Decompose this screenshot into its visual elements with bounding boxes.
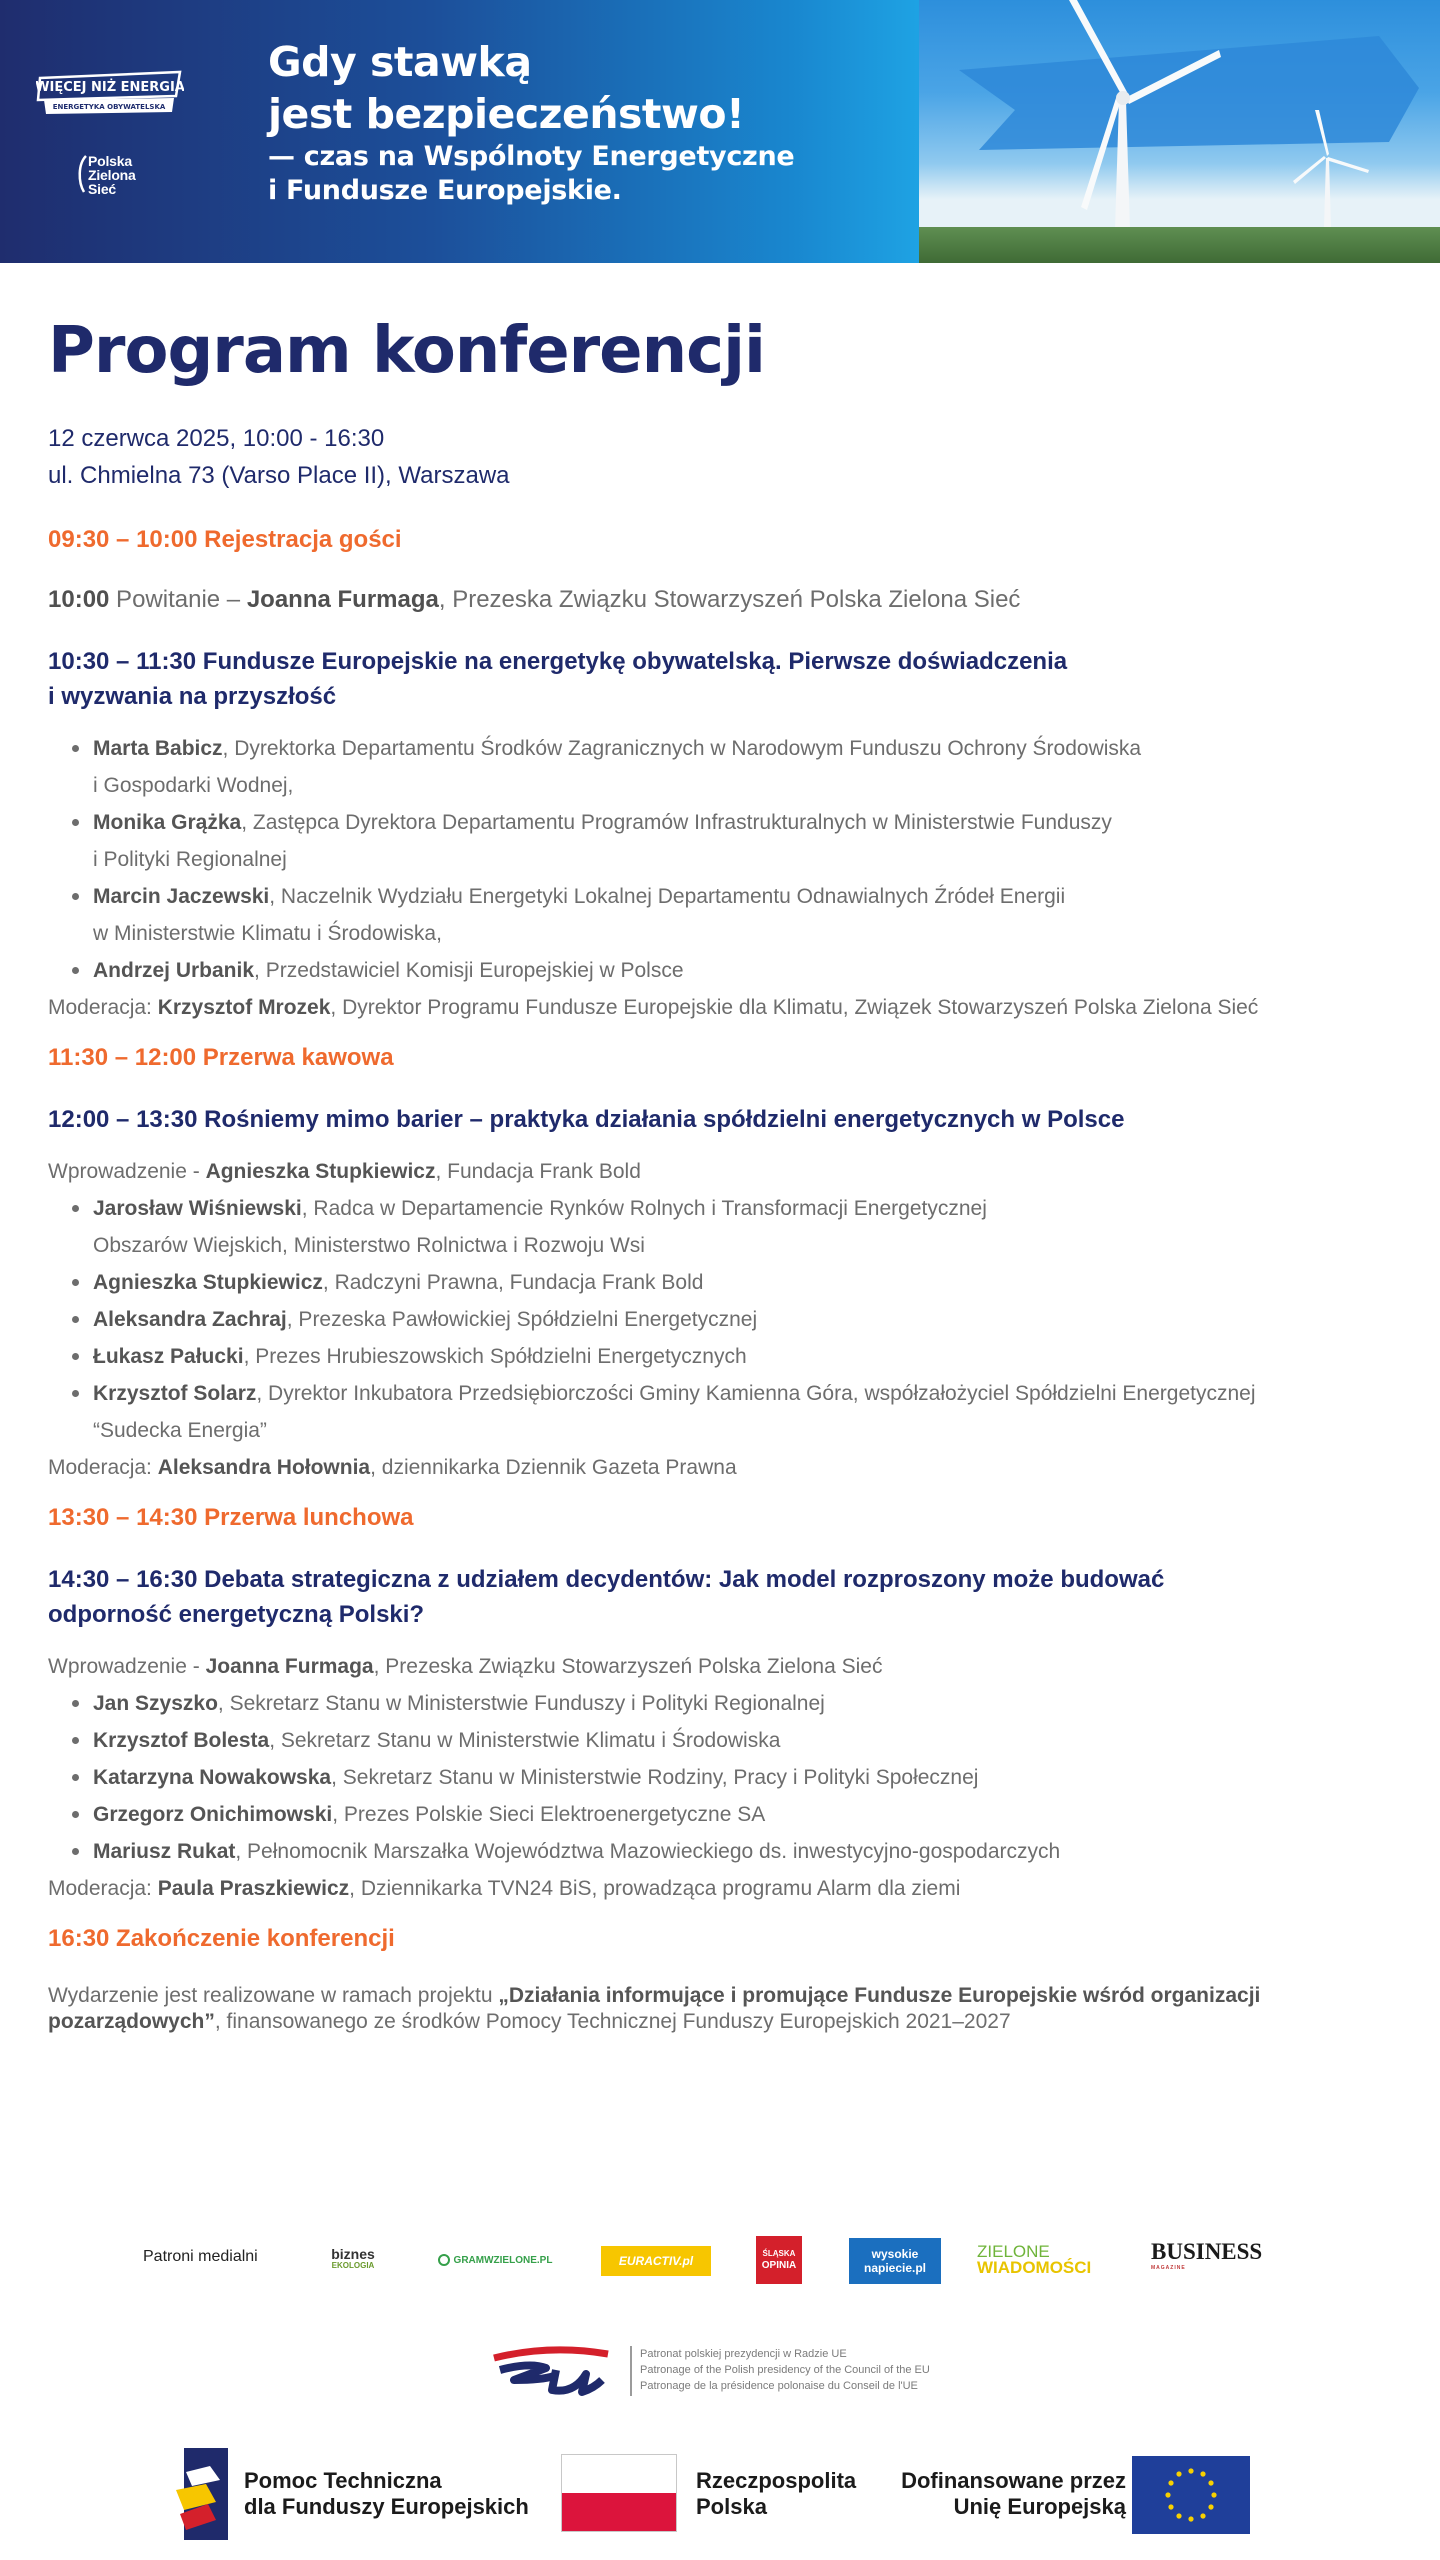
moderation-label: Moderacja:: [48, 1877, 158, 1900]
panel2-title: 12:00 – 13:30 Rośniemy mimo barier – praktyka działania spółdzielni energetycznych w Polsce: [48, 1106, 1125, 1133]
speaker-role: , Prezeska Pawłowickiej Spółdzielni Energetycznej: [286, 1308, 758, 1331]
speaker-name: Krzysztof Bolesta: [93, 1729, 270, 1752]
moderator-name: Paula Praszkiewicz: [157, 1877, 350, 1900]
project-footnote: [48, 1983, 1368, 2035]
speaker-role: , Prezes Polskie Sieci Elektroenergetyczne SA: [332, 1803, 766, 1826]
wind-turbine-photo: [919, 0, 1440, 263]
panel2-intro: [48, 1153, 1398, 1190]
moderator-role: , Dziennikarka TVN24 BiS, prowadząca programu Alarm dla ziemi: [349, 1877, 961, 1900]
polska-zielona-siec-logo: [76, 150, 156, 200]
intro-speaker: Joanna Furmaga: [205, 1655, 374, 1678]
panel1-title: [48, 644, 1398, 714]
speaker-item: [48, 1759, 1398, 1796]
moderator-name: Aleksandra Hołownia: [157, 1456, 371, 1479]
welcome-speaker: Joanna Furmaga: [246, 586, 439, 613]
intro-role: , Fundacja Frank Bold: [435, 1160, 641, 1183]
speaker-role: i Polityki Regionalnej: [93, 848, 287, 871]
polish-flag-icon: [561, 2454, 677, 2532]
speaker-item: [48, 1722, 1398, 1759]
presidency-patronage: [490, 2340, 960, 2402]
logo-text: MAGAZINE: [1151, 2265, 1186, 2271]
speaker-role: , Pełnomocnik Marszałka Województwa Mazowieckiego ds. inwestycyjno-gospodarczych: [235, 1840, 1061, 1863]
moderation-label: Moderacja:: [48, 996, 158, 1019]
panel1-moderation: [48, 989, 1398, 1026]
gramwzielone-logo: [435, 2236, 555, 2284]
welcome-role: , Prezeska Związku Stowarzyszeń Polska Zielona Sieć: [438, 586, 1021, 613]
speaker-role: , Sekretarz Stanu w Ministerstwie Funduszy i Polityki Regionalnej: [217, 1692, 825, 1715]
speaker-item: [48, 1685, 1398, 1722]
speaker-item: [48, 730, 1398, 804]
panel3-title-line: 14:30 – 16:30 Debata strategiczna z udziałem decydentów: Jak model rozproszony może budować: [48, 1566, 1165, 1593]
speaker-role: , Zastępca Dyrektora Departamentu Programów Infrastrukturalnych w Ministerstwie Funduszy: [241, 811, 1112, 834]
business-magazine-logo: [1151, 2236, 1271, 2284]
presidency-line: Patronat polskiej prezydencji w Radzie UE: [640, 2348, 847, 2360]
logo-main-text: WIĘCEJ NIŻ ENERGIA: [36, 80, 184, 95]
panel3-title-line: odporność energetyczną Polski?: [48, 1601, 425, 1628]
footnote-text: Wydarzenie jest realizowane w ramach projektu: [48, 1984, 499, 2007]
biznes-i-ekologia-logo: [323, 2236, 383, 2284]
org-logo-line: Polska: [88, 153, 132, 169]
speaker-role: , Dyrektorka Departamentu Środków Zagranicznych w Narodowym Funduszu Ochrony Środowiska: [222, 737, 1142, 760]
intro-role: , Prezeska Związku Stowarzyszeń Polska Zielona Sieć: [373, 1655, 883, 1678]
event-meta: [48, 420, 1398, 494]
panel3-moderation: [48, 1870, 1398, 1907]
moderator-name: Krzysztof Mrozek: [157, 996, 331, 1019]
fe-label: [244, 2468, 529, 2520]
welcome-time: 10:00: [48, 586, 110, 613]
logo-text: BUSINESS: [1151, 2239, 1263, 2264]
speaker-item: [48, 1301, 1398, 1338]
speaker-item: [48, 1190, 1398, 1264]
patrons-label: Patroni medialni: [143, 2248, 258, 2265]
presidency-line: Patronage de la présidence polonaise du Conseil de l'UE: [640, 2380, 918, 2392]
presidency-text: [640, 2346, 930, 2394]
presidency-line: Patronage of the Polish presidency of the Council of the EU: [640, 2364, 930, 2376]
rp-label: [696, 2468, 856, 2520]
closing-slot: 16:30 Zakończenie konferencji: [48, 1925, 395, 1952]
speaker-role: , Przedstawiciel Komisji Europejskiej w Polsce: [254, 959, 684, 982]
panel2-speakers: [48, 1190, 1398, 1449]
logo-text: napiecie.pl: [863, 2261, 927, 2275]
speaker-role: , Naczelnik Wydziału Energetyki Lokalnej Departamentu Odnawialnych Źródeł Energii: [269, 885, 1066, 908]
eu-label-line: Dofinansowane przez: [901, 2468, 1126, 2493]
moderation-label: Moderacja:: [48, 1456, 158, 1479]
speaker-item: [48, 952, 1398, 989]
speaker-item: [48, 1338, 1398, 1375]
speaker-name: Mariusz Rukat: [93, 1840, 236, 1863]
logo-text: wysokie: [871, 2247, 919, 2261]
welcome-slot: [48, 584, 1398, 616]
speaker-name: Katarzyna Nowakowska: [93, 1766, 332, 1789]
event-address: ul. Chmielna 73 (Varso Place II), Warszawa: [48, 462, 510, 489]
speaker-name: Agnieszka Stupkiewicz: [93, 1271, 323, 1294]
header-banner: [0, 0, 1440, 263]
panel3-intro: [48, 1648, 1398, 1685]
speaker-name: Marcin Jaczewski: [93, 885, 270, 908]
logo-text: WIADOMOŚCI: [977, 2258, 1092, 2277]
intro-label: Wprowadzenie -: [48, 1655, 206, 1678]
speaker-name: Jarosław Wiśniewski: [93, 1197, 302, 1220]
euractiv-logo: [601, 2246, 711, 2276]
program-content: [48, 312, 1398, 2035]
panel1-speakers: [48, 730, 1398, 989]
zielone-wiadomosci-logo: [977, 2236, 1117, 2284]
speaker-item: [48, 878, 1398, 952]
org-logo-line: Sieć: [88, 181, 116, 197]
lunch-break-slot: 13:30 – 14:30 Przerwa lunchowa: [48, 1504, 414, 1531]
panel3-title: [48, 1562, 1398, 1632]
fe-label-line: dla Funduszy Europejskich: [244, 2494, 529, 2519]
eu-presidency-logo-icon: [490, 2340, 612, 2402]
speaker-item: [48, 1375, 1398, 1449]
speaker-role: , Prezes Hrubieszowskich Spółdzielni Energetycznych: [243, 1345, 747, 1368]
presidency-divider: [630, 2346, 632, 2396]
slaska-opinia-logo: [756, 2236, 802, 2284]
speaker-name: Grzegorz Onichimowski: [93, 1803, 333, 1826]
speaker-name: Marta Babicz: [93, 737, 223, 760]
eu-label: [896, 2468, 1126, 2520]
banner-headline: [268, 36, 794, 208]
speaker-item: [48, 1833, 1398, 1870]
logo-text: EKOLOGIA: [331, 2261, 375, 2270]
headline-line2: jest bezpieczeństwo!: [268, 90, 745, 138]
eu-label-line: Unię Europejską: [953, 2494, 1126, 2519]
coffee-break-slot: 11:30 – 12:00 Przerwa kawowa: [48, 1044, 394, 1071]
panel1-title-line: i wyzwania na przyszłość: [48, 683, 337, 710]
speaker-name: Jan Szyszko: [93, 1692, 218, 1715]
welcome-text: Powitanie –: [109, 586, 247, 613]
page-title: Program konferencji: [48, 314, 765, 388]
speaker-name: Aleksandra Zachraj: [93, 1308, 287, 1331]
panel3-speakers: [48, 1685, 1398, 1870]
intro-label: Wprowadzenie -: [48, 1160, 206, 1183]
funding-logos: [176, 2444, 1256, 2544]
moderator-role: , Dyrektor Programu Fundusze Europejskie dla Klimatu, Związek Stowarzyszeń Polska Zielona Sieć: [330, 996, 1259, 1019]
speaker-item: [48, 804, 1398, 878]
speaker-role: , Radca w Departamencie Rynków Rolnych i Transformacji Energetycznej: [301, 1197, 987, 1220]
panel2-moderation: [48, 1449, 1398, 1486]
media-patrons: [143, 2236, 1303, 2284]
speaker-item: [48, 1796, 1398, 1833]
event-date-time: 12 czerwca 2025, 10:00 - 16:30: [48, 425, 385, 452]
logo-text: biznes: [331, 2246, 375, 2262]
rp-label-line: Polska: [696, 2494, 767, 2519]
speaker-name: Łukasz Pałucki: [93, 1345, 244, 1368]
intro-speaker: Agnieszka Stupkiewicz: [205, 1160, 436, 1183]
footnote-text: , finansowanego ze środków Pomocy Technicznej Funduszy Europejskich 2021–2027: [214, 2010, 1011, 2033]
org-logo-line: Zielona: [88, 167, 136, 183]
fe-label-line: Pomoc Techniczna: [244, 2468, 442, 2493]
speaker-role: i Gospodarki Wodnej,: [93, 774, 294, 797]
speaker-role: “Sudecka Energia”: [93, 1419, 267, 1442]
speaker-role: Obszarów Wiejskich, Ministerstwo Rolnictwa i Rozwoju Wsi: [93, 1234, 645, 1257]
registration-slot: 09:30 – 10:00 Rejestracja gości: [48, 526, 402, 553]
speaker-name: Monika Grążka: [93, 811, 242, 834]
logo-text: EURACTIV.pl: [618, 2254, 694, 2268]
logo-text: GRAMWZIELONE.PL: [453, 2254, 553, 2266]
speaker-role: , Radczyni Prawna, Fundacja Frank Bold: [322, 1271, 704, 1294]
wysokie-napiecie-logo: [849, 2238, 941, 2284]
eu-flag-icon: [1132, 2456, 1250, 2534]
project-name: „Działania informujące i promujące Fundusze Europejskie wśród organizacji: [498, 1984, 1261, 2007]
wiecej-niz-energia-logo: [36, 68, 184, 116]
rp-label-line: Rzeczpospolita: [696, 2468, 857, 2493]
subline-line1: — czas na Wspólnoty Energetyczne: [268, 141, 795, 172]
project-name: pozarządowych”: [48, 2010, 215, 2033]
panel1-title-line: 10:30 – 11:30 Fundusze Europejskie na energetykę obywatelską. Pierwsze doświadczenia: [48, 648, 1068, 675]
subline-line2: i Fundusze Europejskie.: [268, 175, 622, 206]
speaker-role: , Sekretarz Stanu w Ministerstwie Klimatu i Środowiska: [269, 1729, 781, 1752]
speaker-role: , Sekretarz Stanu w Ministerstwie Rodziny, Pracy i Polityki Społecznej: [331, 1766, 979, 1789]
speaker-name: Andrzej Urbanik: [93, 959, 255, 982]
speaker-name: Krzysztof Solarz: [93, 1382, 257, 1405]
logo-text: ZIELONE: [977, 2242, 1050, 2261]
moderator-role: , dziennikarka Dziennik Gazeta Prawna: [370, 1456, 737, 1479]
speaker-role: w Ministerstwie Klimatu i Środowiska,: [93, 922, 442, 945]
fundusze-europejskie-icon: [176, 2444, 232, 2544]
power-icon: [438, 2254, 450, 2266]
speaker-item: [48, 1264, 1398, 1301]
headline-line1: Gdy stawką: [268, 38, 532, 86]
logo-text: OPINIA: [761, 2260, 797, 2271]
logo-sub-text: ENERGETYKA OBYWATELSKA: [52, 103, 166, 111]
speaker-role: , Dyrektor Inkubatora Przedsiębiorczości Gminy Kamienna Góra, współzałożyciel Spółdzielni Energetycznej: [256, 1382, 1256, 1405]
logo-text: ŚLĄSKA: [762, 2249, 796, 2258]
